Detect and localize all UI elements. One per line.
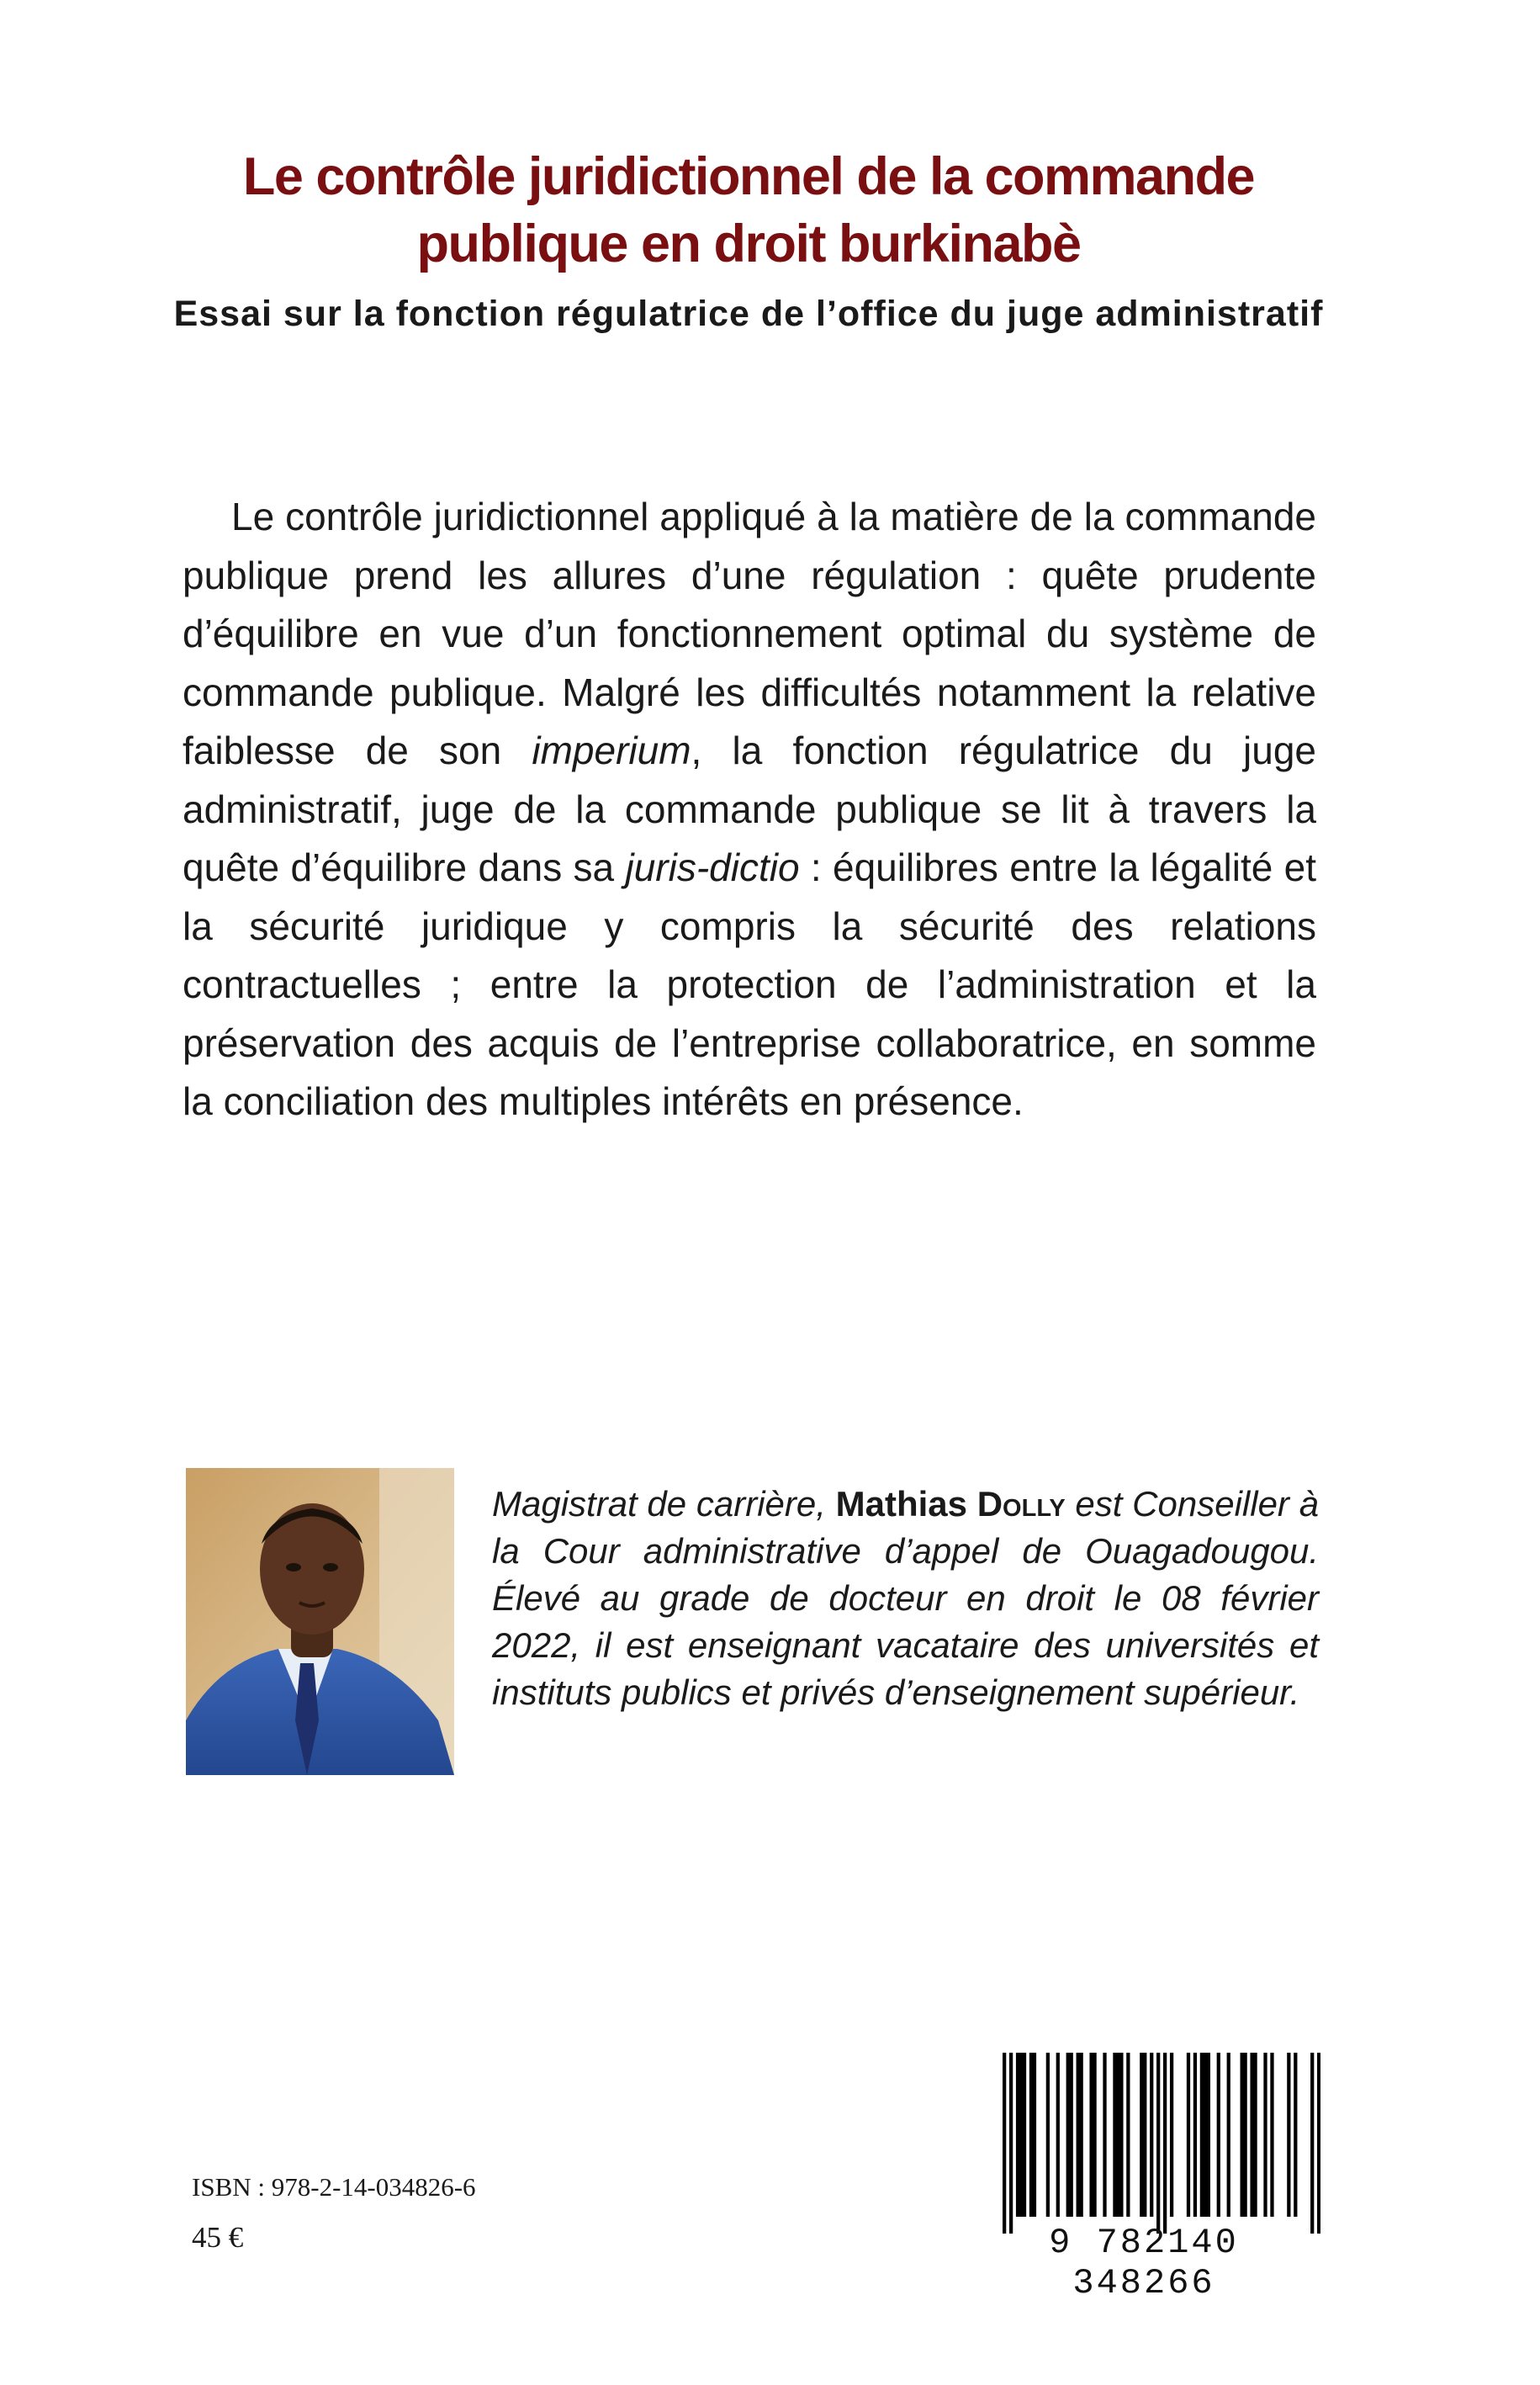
barcode-bar [1009,2053,1013,2234]
barcode-bar [1119,2053,1123,2217]
barcode-bar [1253,2053,1257,2217]
barcode-bar [1003,2053,1006,2234]
author-last-name: Dolly [976,1484,1066,1524]
barcode-bar [1077,2053,1080,2217]
barcode-bar [1070,2053,1073,2217]
barcode-bar [1140,2053,1143,2217]
barcode-bar [1116,2053,1119,2217]
author-first-name: Mathias [835,1484,967,1524]
barcode-bar [1056,2053,1060,2217]
barcode-bar [1263,2053,1267,2217]
barcode-bar [1204,2053,1207,2217]
barcode-bar [1207,2053,1210,2217]
barcode-bar [1156,2053,1160,2234]
barcode-bar [1093,2053,1096,2217]
barcode-bars [1003,2053,1320,2234]
barcode-bar [1227,2053,1230,2217]
barcode-bar [1241,2053,1244,2217]
price: 45 € [192,2221,244,2254]
barcode [967,2053,1320,2303]
barcode-bar [1187,2053,1190,2217]
barcode-bar [1200,2053,1204,2217]
author-portrait-illustration [186,1468,454,1775]
barcode-bar [1029,2053,1033,2217]
blurb-text-1: Le contrôle juridictionnel appliqué à la matière de la commande publique prend les allures d’une régulation : quête prudente d’équilibre en vue d’un fonctionnement optimal du système de commande publique. Malgré les difficultés notamment la relative faiblesse de son [183,495,1316,772]
barcode-bar [1170,2053,1173,2217]
barcode-bar [1294,2053,1297,2217]
barcode-bar [1089,2053,1093,2217]
barcode-bar [1126,2053,1130,2217]
blurb-italic-jurisdictio: juris-dictio [625,845,800,889]
barcode-bar [1016,2053,1019,2217]
barcode-bar [1080,2053,1083,2217]
barcode-bar [1143,2053,1146,2217]
barcode-bar [1287,2053,1290,2217]
blurb-text-3: : équilibres entre la légalité et la sécurité juridique y compris la sécurité des relations contractuelles ; entre la protection de l’administration et la préservation des acquis de l’entreprise collaboratrice, en somme la conciliation des multiples intérêts en présence. [183,845,1316,1123]
barcode-bar [1250,2053,1253,2217]
blurb-italic-imperium: imperium [532,729,691,772]
barcode-bar [1270,2053,1273,2217]
barcode-bar [1033,2053,1036,2217]
isbn: ISBN : 978-2-14-034826-6 [192,2172,476,2202]
barcode-bar [1103,2053,1106,2217]
barcode-bar [1217,2053,1220,2217]
author-photo [186,1468,454,1775]
barcode-bar [1113,2053,1116,2217]
back-cover-blurb [183,488,1316,1132]
barcode-bar [1019,2053,1023,2217]
barcode-digits: 9 782140 348266 [1049,2223,1239,2303]
barcode-bar [1317,2053,1320,2234]
barcode-bar [1310,2053,1314,2234]
barcode-bar [1193,2053,1197,2217]
blurb-paragraph [183,488,1316,1132]
barcode-bar [1023,2053,1026,2217]
book-title: Le contrôle juridictionnel de la commande publique en droit burkinabè [242,147,1255,273]
book-subtitle: Essai sur la fonction régulatrice de l’office du juge administratif [173,294,1324,334]
barcode-bar [1243,2053,1246,2217]
blurb-text-2: , la fonction régulatrice du juge administratif, juge de la commande publique se lit à travers la quête d’équilibre dans sa [183,729,1316,889]
author-bio [492,1481,1319,1716]
barcode-bar [1150,2053,1153,2217]
bio-intro: Magistrat de carrière, [492,1484,836,1524]
barcode-bar [1163,2053,1167,2234]
barcode-bar [1046,2053,1050,2217]
barcode-bar [1066,2053,1070,2217]
bio-rest: est Conseiller à la Cour administrative d’appel de Ouagadougou. Élevé au grade de docteur en droit le 08 février 2022, il est enseignant vacataire des universités et instituts publics et privés d’enseignement supérieur. [492,1484,1319,1712]
